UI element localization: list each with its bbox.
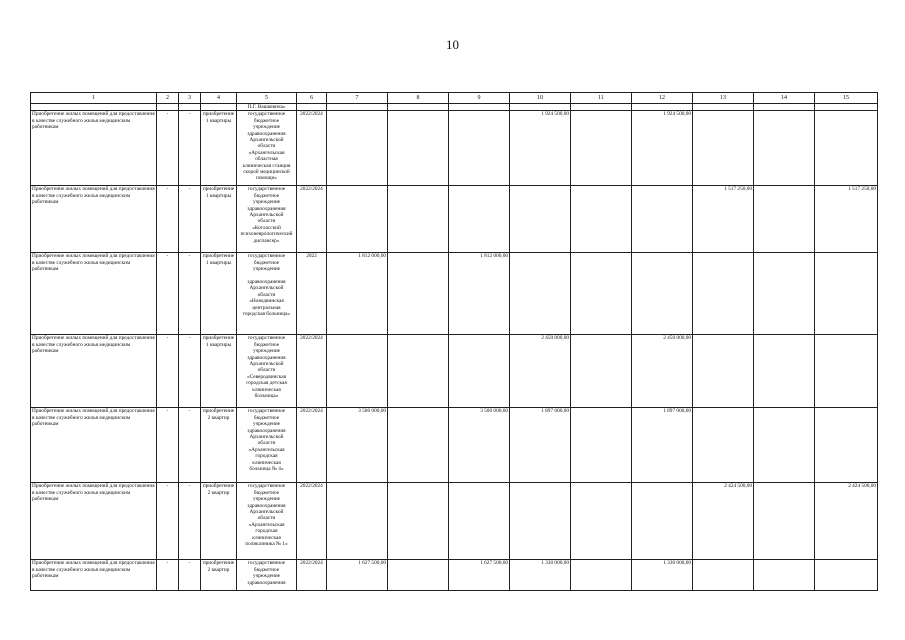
row-col-13: [693, 408, 754, 483]
row-col-11: [571, 111, 632, 186]
row-organization: [237, 560, 297, 591]
org-line: здравоохранения: [247, 279, 286, 286]
org-line: Архангельской: [249, 509, 284, 516]
continuation-row: [31, 104, 878, 111]
row-col-3: -: [179, 408, 201, 483]
row-col-13: 2 424 500,00: [693, 483, 754, 560]
org-line: области: [257, 291, 276, 298]
org-line: Архангельской: [249, 212, 284, 219]
row-col-11: [571, 253, 632, 335]
row-col-9: 3 500 000,00: [449, 408, 510, 483]
row-period: 2022: [297, 253, 327, 335]
row-col-9: [449, 483, 510, 560]
column-number-row: [31, 93, 878, 104]
row-description: Приобретение жилых помещений для предоставления в качестве служебного жилья медицинским работникам: [31, 253, 157, 335]
org-line: городская детская: [246, 380, 287, 387]
row-col-7: 1 812 000,00: [327, 253, 388, 335]
row-col-12: 1 330 000,00: [632, 560, 693, 591]
org-line: городская: [255, 528, 278, 535]
table-row: [31, 335, 878, 408]
org-line: бюджетное: [253, 489, 280, 496]
row-col-8: [388, 408, 449, 483]
row-col-10: [510, 253, 571, 335]
row-col-9: 1 627 500,00: [449, 560, 510, 591]
row-col-15: 2 424 500,00: [815, 483, 878, 560]
row-purpose: приобретение 2 квартир: [201, 483, 237, 560]
row-purpose: приобретение 1 квартиры: [201, 335, 237, 408]
row-col-15: [815, 408, 878, 483]
org-line: здравоохранения: [247, 205, 286, 212]
table-row: [31, 253, 878, 335]
org-line: больница № 4»: [249, 466, 284, 473]
row-description: Приобретение жилых помещений для предоставления в качестве служебного жилья медицинским работникам: [31, 483, 157, 560]
table-row: [31, 560, 878, 591]
org-line: здравоохранения: [247, 130, 286, 137]
row-col-2: -: [157, 111, 179, 186]
org-line: здравоохранения: [247, 579, 286, 586]
org-line: государственное: [247, 186, 286, 193]
page-number: 10: [446, 37, 459, 52]
org-line: областная: [255, 156, 278, 163]
org-line: клиническая станция: [242, 162, 291, 169]
row-col-13: 1 517 250,00: [693, 186, 754, 253]
row-organization: [237, 483, 297, 560]
row-col-14: [754, 335, 815, 408]
row-col-12: 1 897 000,00: [632, 408, 693, 483]
row-col-11: [571, 560, 632, 591]
row-col-9: [449, 335, 510, 408]
org-line: поликлиника № 1»: [245, 541, 288, 548]
row-description: Приобретение жилых помещений для предоставления в качестве служебного жилья медицинским работникам: [31, 408, 157, 483]
row-col-10: 1 924 500,00: [510, 111, 571, 186]
program-table: [30, 92, 878, 591]
row-col-12: 2 450 000,00: [632, 335, 693, 408]
org-line: учреждение: [252, 124, 281, 131]
row-col-8: [388, 560, 449, 591]
row-period: 2022/2024: [297, 560, 327, 591]
row-col-10: 2 450 000,00: [510, 335, 571, 408]
org-line: бюджетное: [253, 192, 280, 199]
column-number: 10: [510, 93, 571, 104]
org-line: клиническая: [252, 534, 281, 541]
row-col-10: [510, 186, 571, 253]
org-line: здравоохранения: [247, 354, 286, 361]
row-purpose: приобретение 1 квартиры: [201, 253, 237, 335]
org-line: клиническая: [252, 459, 281, 466]
row-col-13: [693, 111, 754, 186]
org-line: бюджетное: [253, 117, 280, 124]
column-number: 13: [693, 93, 754, 104]
org-line: больница»: [254, 393, 279, 400]
org-line: Архангельской: [249, 137, 284, 144]
column-number: 6: [297, 93, 327, 104]
row-col-10: 1 897 000,00: [510, 408, 571, 483]
org-line: помощи»: [256, 175, 277, 182]
row-description: Приобретение жилых помещений для предоставления в качестве служебного жилья медицинским работникам: [31, 335, 157, 408]
row-period: 2022/2024: [297, 408, 327, 483]
column-number: 3: [179, 93, 201, 104]
org-line: Архангельской: [249, 285, 284, 292]
org-line: государственное: [247, 253, 286, 260]
row-col-15: [815, 335, 878, 408]
org-line: Архангельской: [249, 361, 284, 368]
table-row: [31, 483, 878, 560]
row-period: 2022/2024: [297, 186, 327, 253]
row-col-7: [327, 483, 388, 560]
row-description: Приобретение жилых помещений для предоставления в качестве служебного жилья медицинским работникам: [31, 560, 157, 591]
row-col-12: 1 924 500,00: [632, 111, 693, 186]
org-line: «Котласский: [252, 224, 281, 231]
org-line: учреждение: [252, 496, 281, 503]
column-number: 8: [388, 93, 449, 104]
column-number: 9: [449, 93, 510, 104]
row-col-2: -: [157, 335, 179, 408]
row-organization: [237, 111, 297, 186]
row-organization: [237, 408, 297, 483]
table-row: [31, 186, 878, 253]
column-number: 2: [157, 93, 179, 104]
org-line: государственное: [247, 483, 286, 490]
row-col-2: -: [157, 483, 179, 560]
row-col-3: -: [179, 186, 201, 253]
row-col-8: [388, 483, 449, 560]
row-col-14: [754, 483, 815, 560]
column-number: 4: [201, 93, 237, 104]
row-col-14: [754, 408, 815, 483]
row-col-3: -: [179, 253, 201, 335]
row-col-7: [327, 186, 388, 253]
org-line: скорой медицинской: [243, 169, 290, 176]
row-col-11: [571, 408, 632, 483]
org-line: психоневрологический диспансер»: [240, 231, 293, 244]
column-number: 5: [237, 93, 297, 104]
row-col-15: [815, 111, 878, 186]
org-line: учреждение: [252, 348, 281, 355]
org-line: учреждение: [252, 421, 281, 428]
row-organization: [237, 253, 297, 335]
row-col-12: [632, 186, 693, 253]
row-purpose: приобретение 1 квартиры: [201, 186, 237, 253]
row-col-15: [815, 253, 878, 335]
row-col-2: -: [157, 253, 179, 335]
row-col-10: [510, 483, 571, 560]
row-col-15: [815, 560, 878, 591]
row-col-7: 1 627 500,00: [327, 560, 388, 591]
row-col-11: [571, 335, 632, 408]
row-col-14: [754, 186, 815, 253]
row-col-8: [388, 111, 449, 186]
org-line: городская: [255, 453, 278, 460]
row-col-8: [388, 186, 449, 253]
row-col-7: 3 500 000,00: [327, 408, 388, 483]
row-col-3: -: [179, 560, 201, 591]
row-col-12: [632, 253, 693, 335]
org-line: бюджетное: [253, 566, 280, 573]
column-number: 11: [571, 93, 632, 104]
row-col-14: [754, 253, 815, 335]
row-col-8: [388, 335, 449, 408]
org-line: бюджетное: [253, 341, 280, 348]
row-col-12: [632, 483, 693, 560]
org-line: здравоохранения: [247, 502, 286, 509]
row-col-7: [327, 335, 388, 408]
org-line: области: [257, 218, 276, 225]
org-line: «Архангельская: [248, 521, 285, 528]
row-col-13: [693, 335, 754, 408]
org-line: бюджетное: [253, 414, 280, 421]
row-col-3: -: [179, 111, 201, 186]
row-col-3: -: [179, 483, 201, 560]
row-description: Приобретение жилых помещений для предоставления в качестве служебного жилья медицинским работникам: [31, 111, 157, 186]
row-col-10: 1 330 000,00: [510, 560, 571, 591]
row-col-2: -: [157, 408, 179, 483]
org-line: учреждение: [252, 573, 281, 580]
row-col-13: [693, 560, 754, 591]
org-line: государственное: [247, 335, 286, 342]
org-line: «Новодвинская: [249, 298, 284, 305]
org-line: Архангельской: [249, 434, 284, 441]
column-number: 14: [754, 93, 815, 104]
row-organization: [237, 335, 297, 408]
org-line: городская больница»: [242, 311, 291, 318]
row-organization: [237, 186, 297, 253]
org-line: области: [257, 143, 276, 150]
row-col-14: [754, 111, 815, 186]
row-purpose: приобретение 2 квартир: [201, 560, 237, 591]
org-line: государственное: [247, 560, 286, 567]
org-line: центральная: [252, 304, 281, 311]
row-col-8: [388, 253, 449, 335]
org-line: «Архангельская: [248, 149, 285, 156]
row-col-2: -: [157, 560, 179, 591]
continuation-text: П.Г. Вашкевича»: [237, 104, 297, 111]
row-period: 2022/2024: [297, 335, 327, 408]
row-col-7: [327, 111, 388, 186]
row-period: 2022/2024: [297, 483, 327, 560]
org-line: области: [257, 440, 276, 447]
row-col-9: 1 812 000,00: [449, 253, 510, 335]
row-col-11: [571, 186, 632, 253]
org-line: здравоохранения: [247, 427, 286, 434]
row-col-14: [754, 560, 815, 591]
org-line: государственное: [247, 408, 286, 415]
table-row: [31, 408, 878, 483]
row-purpose: приобретение 2 квартир: [201, 408, 237, 483]
row-col-9: [449, 186, 510, 253]
row-description: Приобретение жилых помещений для предоставления в качестве служебного жилья медицинским работникам: [31, 186, 157, 253]
org-line: области: [257, 367, 276, 374]
column-number: 15: [815, 93, 878, 104]
row-purpose: приобретение 1 квартиры: [201, 111, 237, 186]
org-line: «Северодвинская: [246, 373, 287, 380]
row-col-2: -: [157, 186, 179, 253]
row-period: 2022/2024: [297, 111, 327, 186]
org-line: клиническая: [252, 386, 281, 393]
org-line: учреждение: [252, 199, 281, 206]
org-line: бюджетное: [253, 259, 280, 266]
org-line: «Архангельская: [248, 446, 285, 453]
row-col-11: [571, 483, 632, 560]
row-col-3: -: [179, 335, 201, 408]
org-line: учреждение: [252, 266, 281, 273]
row-col-13: [693, 253, 754, 335]
row-col-9: [449, 111, 510, 186]
column-number: 12: [632, 93, 693, 104]
org-line: государственное: [247, 111, 286, 118]
row-col-15: 1 517 250,00: [815, 186, 878, 253]
table-row: [31, 111, 878, 186]
org-line: области: [257, 515, 276, 522]
column-number: 1: [31, 93, 157, 104]
column-number: 7: [327, 93, 388, 104]
